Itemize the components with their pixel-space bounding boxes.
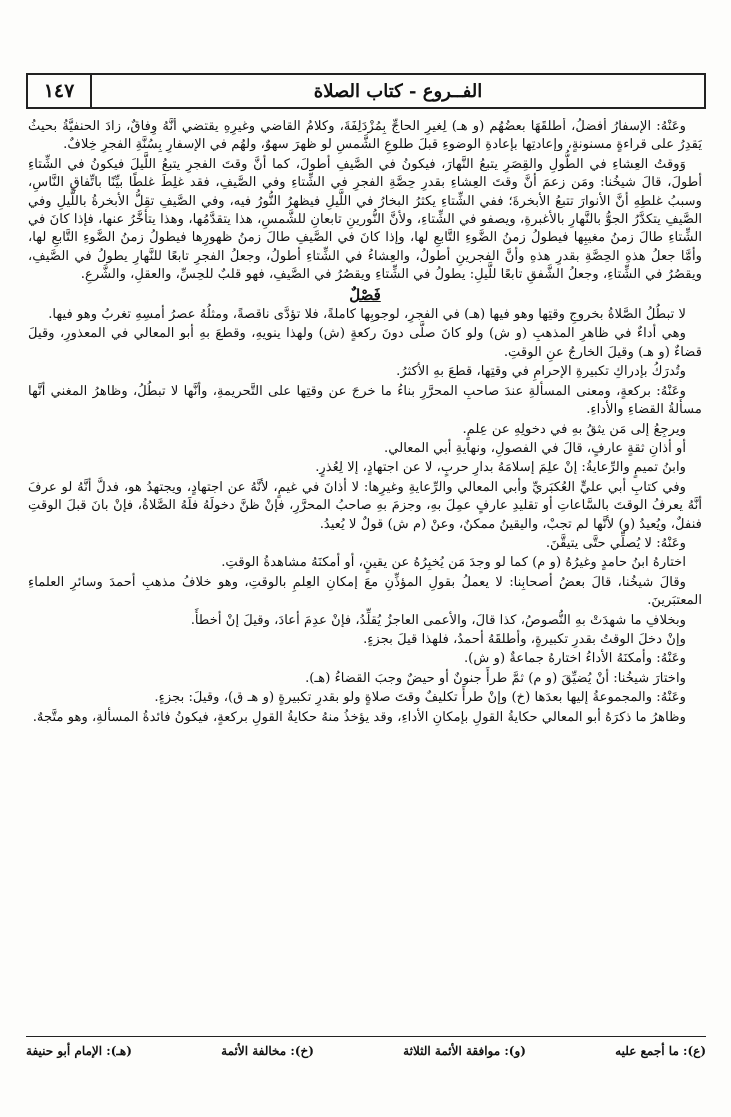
paragraph: وتُدرَكُ بإدراكِ تكبيرةِ الإحرامِ في وقتِها، قطعَ بهِ الأكثرُ.: [396, 364, 686, 380]
page-title: الفــروع - كتاب الصلاة: [313, 80, 483, 102]
paragraph: وظاهرُ ما ذكرَهُ أبو المعالي حكايةُ القولِ بإمكانِ الأداءِ، وقد يؤخذُ منهُ حكايةُ القولِ بركعةٍ، فيكونُ فائدةُ المسألةِ، وهو متَّجهٌ.: [32, 709, 686, 725]
paragraph: وعَنْهُ: لا يُصلِّي حتَّى يتيقَّنَ.: [545, 535, 686, 551]
paragraph: وعَنْهُ: وأمكنَهُ الأداءُ اختارهُ جماعةٌ (و ش).: [463, 651, 686, 667]
paragraph: وقالَ شيخُنا، قالَ بعضُ أصحابِنا: لا يعملُ بقولِ المؤذِّنِ معَ إمكانِ العِلمِ بالوقتِ، وهو خلافُ مذهبِ أحمدَ وسائرِ العلماءِ المعتبَرينَ.: [28, 574, 702, 609]
legend-item: (هـ): الإمام أبو حنيفة: [26, 1044, 132, 1058]
paragraph: وفي كتابِ أبي عليٍّ العُكبَريِّ وأبي المعالي والرِّعايةِ وغيرِها: لا أذانَ في غيمٍ، لأنَّهُ عن اجتهادٍ، ويجتهدُ هو، فدلَّ أنَّهُ لو عرفَ أنَّهُ يعرفُ الوقتَ بالسَّاعاتِ أو تقليدِ عارفٍ عمِلَ بهِ، وجزمَ بهِ صاحبُ المحرَّرِ، فإنْ ظنَّ دخولَهُ فلَهُ الصَّلاةُ، فإنْ بانَ قبلَ الوقتِ فنفلٌ، ويُعيدُ (و) لأنَّها لم تجبْ، واليقينُ ممكنٌ، وعنْ (م ش) قولٌ لا يُعيدُ.: [28, 479, 702, 532]
paragraph: وهي أداءٌ في ظاهرِ المذهبِ (و ش) ولو كانَ صلَّى دونَ ركعةٍ (ش) ولهذا ينويهِ، وقطعَ بهِ أبو المعالي في المعذورِ، وقيلَ قضاءٌ (و هـ) وقيلَ الخارجُ عنِ الوقتِ.: [28, 326, 702, 360]
paragraph: وَوقتُ العِشاءِ في الطُّولِ والقِصَرِ يتبعُ النَّهارَ، فيكونُ في الصَّيفِ أطولَ، كما أنَّ وقتَ الفجرِ يتبعُ اللَّيلَ فيكونُ في الشِّتاءِ أطولَ، قالَ شيخُنا: ومَن زعمَ أنَّ وقتَ العِشاءِ بقدرِ حِصَّةِ الفجرِ في الشِّتاءِ وفي الصَّيفِ، فقد غلِطَ غلطًا بيِّنًا باتِّفاقِ النَّاسِ، وسببُ غلطِهِ أنَّ الأنوارَ تتبعُ الأبخرةَ؛ ففي الشِّتاءِ يكثرُ البخارُ في اللَّيلِ فيظهرُ النُّورُ فيه، وفي الصَّيفِ تقِلُّ الأبخرةُ باللَّيلِ وفي الصَّيفِ يتكدَّرُ الجوُّ بالنَّهارِ بالأغبرةِ، ويصفو في الشِّتاءِ، ولأنَّ النُّورينِ تابعانِ للشَّمسِ، هذا يتقدَّمُها، وهذا يتأخَّرُ عنها، فإذا كانَ في الشِّتاءِ طالَ زمنُ مغيبِها فيطولُ زمنُ الضَّوءِ التَّابعِ لها، وإذا كانَ في الصَّيفِ طالَ زمنُ ظهورِها فيطولُ زمنُ الضَّوءِ التَّابعِ لها، وأمَّا جعلُ هذهِ الحِصَّةِ بقدرِ هذهِ وأنَّ الفجرينِ أطولُ، والعِشاءُ في الشِّتاءِ أطولُ، وجعلُ الفجرِ تابعًا للنَّهارِ يطولُ في الصَّيفِ، ويقصُرُ في الشِّتاءِ، وجعلُ الشَّفقِ تابعًا للَّيلِ: يطولُ في الشِّتاءِ ويقصُرُ في الصَّيفِ، فهو قلبٌ للحِسِّ، والعقلِ، والشَّرعِ.: [28, 156, 702, 283]
section-heading: فَصْلٌ: [349, 285, 381, 304]
paragraph: وبخلافِ ما شهدَتْ بهِ النُّصوصُ، كذا قالَ، والأعمى العاجزُ يُقلِّدُ، فإنْ عدِمَ أعادَ، وقيلَ إنْ أخطأَ.: [190, 612, 686, 628]
abbreviation-legend: [26, 1044, 706, 1064]
paragraph: واختارَ شيخُنا: أنْ يُضيِّقَ (و م) ثمَّ طرأَ جنونٌ أو حيضٌ وجبَ القضاءُ (هـ).: [305, 670, 686, 686]
paragraph: اختارهُ ابنُ حامدٍ وغيرُهُ (و م) كما لو وجدَ مَن يُخبِرُهُ عن يقينٍ، أو أمكنَهُ مشاهدةُ الوقتِ.: [221, 555, 686, 571]
page-number: ١٤٧: [28, 75, 92, 107]
paragraph: أو أذانِ ثقةٍ عارفٍ، قالَ في الفصولِ، ونهايةِ أبي المعالي.: [384, 440, 686, 456]
legend-item: (خ): مخالفة الأئمة: [221, 1044, 314, 1058]
main-text: [28, 118, 702, 1028]
paragraph: ويرجِعُ إلى مَن يثقُ بهِ في دخولِهِ عن عِلمٍ.: [462, 421, 686, 437]
legend-item: (و): موافقة الأئمة الثلاثة: [403, 1044, 526, 1058]
paragraph: وعَنْهُ: بركعةٍ، ومعنى المسألةِ عندَ صاحبِ المحرَّرِ بناءُ ما خرجَ عن وقتِها على التَّحريمةِ، وأنَّها لا تبطُلُ، وظاهرُ المغني أنَّها مسألةُ القضاءِ والأداءِ.: [28, 383, 702, 418]
page-header: [26, 73, 706, 109]
legend-item: (ع): ما أجمع عليه: [615, 1044, 706, 1058]
footer-divider: [26, 1036, 706, 1037]
paragraph: وإنْ دخلَ الوقتُ بقدرِ تكبيرةٍ، وأطلقَهُ أحمدُ، فلهذا قيلَ بجزءٍ.: [363, 631, 686, 647]
paragraph: وعَنْهُ: والمجموعةُ إليها بعدَها (خ) وإنْ طرأَ تكليفٌ وقتَ صلاةٍ ولو بقدرِ تكبيرةٍ (و هـ ق)، وقيلَ: بجزءٍ.: [154, 690, 686, 706]
paragraph: وابنُ تميمٍ والرِّعايةُ: إنْ علِمَ إسلامَهُ بدارِ حربٍ، لا عن اجتهادٍ، إلا لِعُذرٍ.: [315, 460, 686, 476]
paragraph: لا تبطُلُ الصَّلاةُ بخروجِ وقتِها وهو فيها (هـ) في الفجرِ، لوجوبِها كاملةً، فلا تؤدَّى ناقصةً، ومثلُهُ عصرُ أمسِهِ تغربُ وهو فيها.: [48, 307, 686, 323]
paragraph: وعَنْهُ: الإسفارُ أفضلُ، أطلقَهَا بعضُهُم (و هـ) لِغيرِ الحاجِّ بِمُزْدَلِفَةَ، وكلامُ القاضي وغيرِهِ يقتضي أنَّهُ وِفاقٌ، زادَ الحنفيَّةُ بحيثُ يَقدِرُ على قراءةٍ مسنونةٍ، وإعادتِها بإعادةِ الوضوءِ قبلَ طلوعِ الشَّمسِ لو ظهرَ سهوٌ، ولهُم في الإسفارِ بِسُنَّةِ الفجرِ خِلافٌ.: [28, 119, 702, 153]
